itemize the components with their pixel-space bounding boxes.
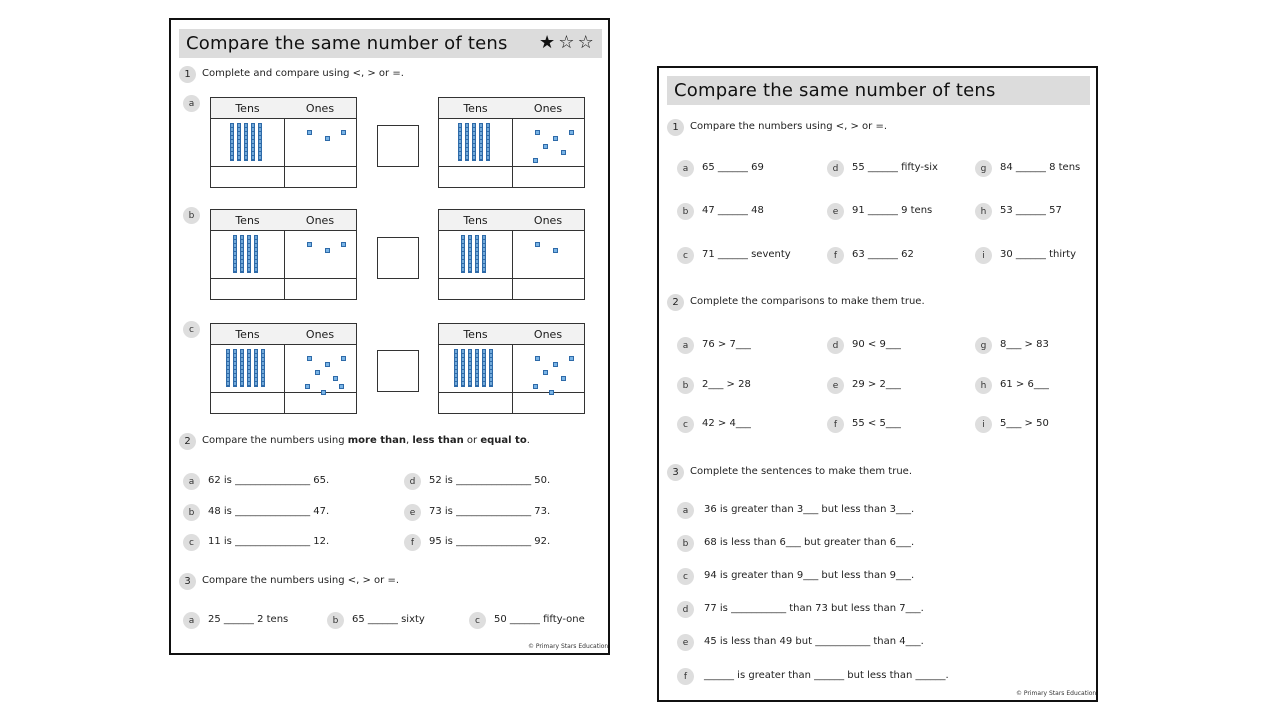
ones-header: Ones	[284, 210, 356, 231]
question-text: Complete and compare using <, > or =.	[202, 68, 404, 79]
item-letter: f	[404, 534, 421, 551]
tens-rod	[251, 123, 255, 161]
comparison-item[interactable]: 71 ______ seventy	[702, 249, 791, 260]
place-value-table	[210, 97, 357, 188]
tens-rod	[465, 123, 469, 161]
tens-rod	[454, 349, 458, 387]
item-letter: b	[183, 207, 200, 224]
item-letter: i	[975, 416, 992, 433]
ones-cube	[533, 384, 538, 389]
ones-cube	[307, 242, 312, 247]
comparison-item[interactable]: 65 ______ sixty	[352, 614, 425, 625]
item-letter: f	[677, 668, 694, 685]
tens-rod	[240, 349, 244, 387]
tens-rod	[258, 123, 262, 161]
question-number: 2	[179, 433, 196, 450]
star-empty-icon: ☆	[577, 32, 594, 53]
tens-rod	[489, 349, 493, 387]
question-number: 1	[667, 119, 684, 136]
place-value-table	[438, 323, 585, 414]
ones-cube	[341, 242, 346, 247]
star-filled-icon: ★	[538, 32, 556, 53]
comparison-item[interactable]: 61 > 6___	[1000, 379, 1049, 390]
item-letter: b	[183, 504, 200, 521]
ones-cube	[339, 384, 344, 389]
comparison-item[interactable]: 42 > 4___	[702, 418, 751, 429]
ones-cube	[543, 370, 548, 375]
sentence-item[interactable]: ______ is greater than ______ but less than ______.	[704, 670, 949, 681]
sentence-item[interactable]: 45 is less than 49 but ___________ than 4___.	[704, 636, 924, 647]
ones-header: Ones	[284, 324, 356, 345]
item-letter: i	[975, 247, 992, 264]
tens-rod	[482, 235, 486, 273]
ones-cube	[549, 390, 554, 395]
tens-rod	[468, 235, 472, 273]
ones-cube	[341, 356, 346, 361]
worksheet-title: Compare the same number of tens	[674, 80, 996, 101]
ones-header: Ones	[512, 98, 584, 119]
question-number: 1	[179, 66, 196, 83]
comparison-answer-box[interactable]	[377, 237, 419, 279]
sentence-item[interactable]: 68 is less than 6___ but greater than 6___.	[704, 537, 915, 548]
ones-cube	[325, 248, 330, 253]
ones-cube	[325, 362, 330, 367]
question-text: Complete the sentences to make them true.	[690, 466, 912, 477]
tens-rod	[261, 349, 265, 387]
item-letter: a	[677, 337, 694, 354]
item-letter: c	[677, 416, 694, 433]
ones-cube	[543, 144, 548, 149]
tens-rod	[461, 235, 465, 273]
tens-header: Tens	[211, 210, 285, 231]
comparison-item[interactable]: 8___ > 83	[1000, 339, 1049, 350]
ones-cube	[535, 130, 540, 135]
tens-header: Tens	[211, 98, 285, 119]
comparison-item[interactable]: 73 is _______________ 73.	[429, 506, 551, 517]
item-letter: a	[183, 612, 200, 629]
worksheet-title-bar	[179, 29, 602, 58]
comparison-item[interactable]: 53 ______ 57	[1000, 205, 1062, 216]
tens-rod	[486, 123, 490, 161]
comparison-item[interactable]: 95 is _______________ 92.	[429, 536, 551, 547]
tens-header: Tens	[211, 324, 285, 345]
ones-cube	[553, 362, 558, 367]
place-value-table	[438, 209, 585, 300]
item-letter: e	[404, 504, 421, 521]
item-letter: d	[677, 601, 694, 618]
comparison-item[interactable]: 30 ______ thirty	[1000, 249, 1077, 260]
tens-rod	[230, 123, 234, 161]
item-letter: g	[975, 337, 992, 354]
item-letter: d	[827, 160, 844, 177]
item-letter: f	[827, 416, 844, 433]
comparison-item[interactable]: 91 ______ 9 tens	[852, 205, 933, 216]
item-letter: c	[677, 247, 694, 264]
item-letter: d	[827, 337, 844, 354]
sentence-item[interactable]: 36 is greater than 3___ but less than 3___.	[704, 504, 915, 515]
question-number: 3	[667, 464, 684, 481]
tens-rod	[244, 123, 248, 161]
copyright-footer: © Primary Stars Education	[528, 643, 609, 650]
tens-rod	[482, 349, 486, 387]
ones-cube	[561, 150, 566, 155]
comparison-item[interactable]: 25 ______ 2 tens	[208, 614, 289, 625]
item-letter: a	[183, 95, 200, 112]
ones-cube	[315, 370, 320, 375]
comparison-item[interactable]: 55 ______ fifty-six	[852, 162, 938, 173]
comparison-answer-box[interactable]	[377, 125, 419, 167]
ones-cube	[561, 376, 566, 381]
ones-header: Ones	[512, 324, 584, 345]
difficulty-stars	[539, 33, 594, 53]
sentence-item[interactable]: 94 is greater than 9___ but less than 9___.	[704, 570, 915, 581]
comparison-item[interactable]: 52 is _______________ 50.	[429, 475, 551, 486]
comparison-item[interactable]: 48 is _______________ 47.	[208, 506, 330, 517]
question-text: Compare the numbers using more than, less than or equal to.	[202, 435, 530, 446]
comparison-item[interactable]: 90 < 9___	[852, 339, 901, 350]
tens-rod	[475, 235, 479, 273]
tens-rod	[233, 349, 237, 387]
place-value-table	[438, 97, 585, 188]
tens-rod	[226, 349, 230, 387]
tens-rod	[254, 235, 258, 273]
question-text: Compare the numbers using <, > or =.	[690, 121, 887, 132]
question-text: Compare the numbers using <, > or =.	[202, 575, 399, 586]
item-letter: b	[677, 203, 694, 220]
comparison-item[interactable]: 2___ > 28	[702, 379, 751, 390]
ones-cube	[325, 136, 330, 141]
item-letter: a	[677, 160, 694, 177]
tens-rod	[247, 349, 251, 387]
tens-rod	[240, 235, 244, 273]
ones-cube	[553, 248, 558, 253]
question-text: Complete the comparisons to make them true.	[690, 296, 925, 307]
ones-header: Ones	[284, 98, 356, 119]
tens-rod	[475, 349, 479, 387]
tens-header: Tens	[439, 324, 513, 345]
ones-cube	[305, 384, 310, 389]
question-number: 2	[667, 294, 684, 311]
ones-cube	[535, 356, 540, 361]
item-letter: e	[827, 377, 844, 394]
comparison-item[interactable]: 11 is _______________ 12.	[208, 536, 330, 547]
tens-rod	[247, 235, 251, 273]
copyright-footer: © Primary Stars Education	[1016, 690, 1097, 697]
place-value-table	[210, 209, 357, 300]
ones-cube	[307, 356, 312, 361]
comparison-item[interactable]: 84 ______ 8 tens	[1000, 162, 1081, 173]
ones-cube	[569, 130, 574, 135]
item-letter: b	[327, 612, 344, 629]
tens-rod	[458, 123, 462, 161]
comparison-item[interactable]: 50 ______ fifty-one	[494, 614, 585, 625]
item-letter: g	[975, 160, 992, 177]
tens-header: Tens	[439, 210, 513, 231]
comparison-answer-box[interactable]	[377, 350, 419, 392]
ones-cube	[533, 158, 538, 163]
item-letter: b	[677, 377, 694, 394]
ones-cube	[569, 356, 574, 361]
item-letter: c	[183, 321, 200, 338]
comparison-item[interactable]: 29 > 2___	[852, 379, 901, 390]
item-letter: a	[677, 502, 694, 519]
worksheet-title: Compare the same number of tens	[186, 33, 508, 54]
worksheet-left	[169, 18, 610, 655]
ones-cube	[553, 136, 558, 141]
tens-rod	[254, 349, 258, 387]
item-letter: h	[975, 377, 992, 394]
comparison-item[interactable]: 65 ______ 69	[702, 162, 764, 173]
item-letter: h	[975, 203, 992, 220]
sentence-item[interactable]: 77 is ___________ than 73 but less than 7___.	[704, 603, 924, 614]
item-letter: c	[183, 534, 200, 551]
comparison-item[interactable]: 62 is _______________ 65.	[208, 475, 330, 486]
comparison-item[interactable]: 5___ > 50	[1000, 418, 1049, 429]
item-letter: c	[677, 568, 694, 585]
item-letter: e	[827, 203, 844, 220]
item-letter: d	[404, 473, 421, 490]
tens-rod	[479, 123, 483, 161]
place-value-table	[210, 323, 357, 414]
ones-header: Ones	[512, 210, 584, 231]
ones-cube	[333, 376, 338, 381]
comparison-item[interactable]: 63 ______ 62	[852, 249, 914, 260]
item-letter: f	[827, 247, 844, 264]
comparison-item[interactable]: 55 < 5___	[852, 418, 901, 429]
tens-rod	[472, 123, 476, 161]
item-letter: e	[677, 634, 694, 651]
item-letter: b	[677, 535, 694, 552]
ones-cube	[341, 130, 346, 135]
ones-cube	[535, 242, 540, 247]
worksheet-title-bar	[667, 76, 1090, 105]
ones-cube	[321, 390, 326, 395]
star-empty-icon: ☆	[558, 32, 575, 53]
item-letter: a	[183, 473, 200, 490]
tens-rod	[233, 235, 237, 273]
tens-rod	[468, 349, 472, 387]
ones-cube	[307, 130, 312, 135]
tens-rod	[237, 123, 241, 161]
item-letter: c	[469, 612, 486, 629]
tens-header: Tens	[439, 98, 513, 119]
tens-rod	[461, 349, 465, 387]
comparison-item[interactable]: 76 > 7___	[702, 339, 751, 350]
worksheet-right	[657, 66, 1098, 702]
comparison-item[interactable]: 47 ______ 48	[702, 205, 764, 216]
question-number: 3	[179, 573, 196, 590]
